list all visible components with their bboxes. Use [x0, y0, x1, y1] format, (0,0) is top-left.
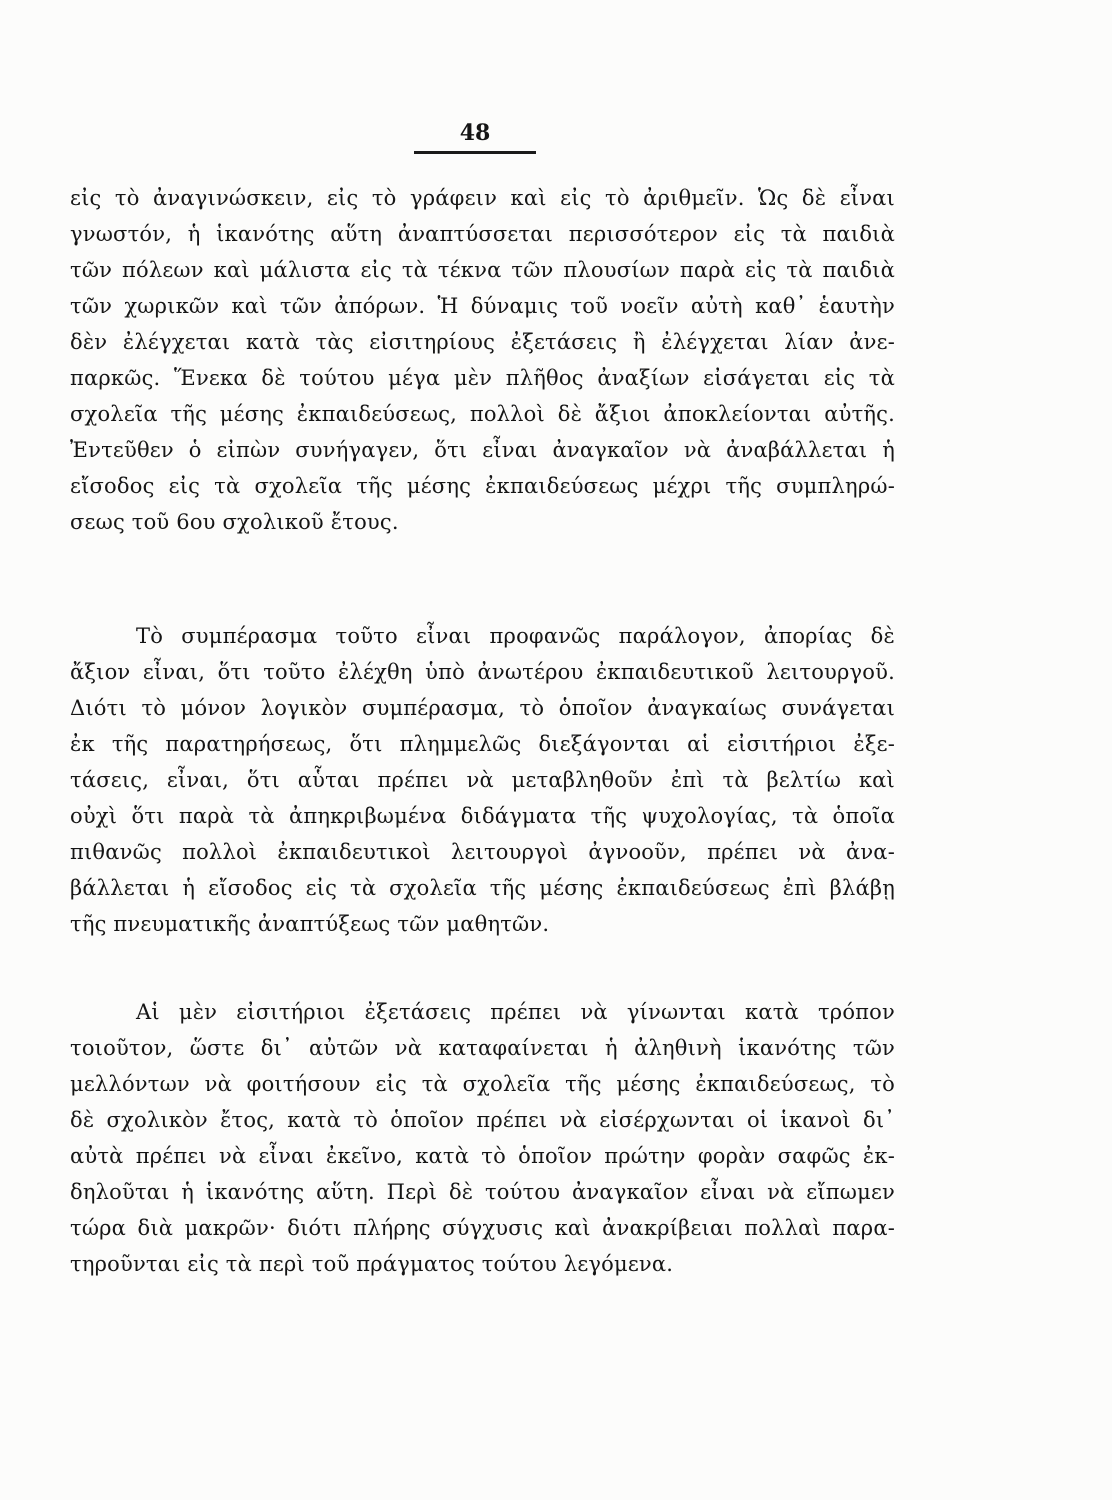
- text-line: ἄξιον εἶναι, ὅτι τοῦτο ἐλέχθη ὑπὸ ἀνωτέρου ἐκπαιδευτικοῦ λειτουργοῦ.: [70, 660, 895, 684]
- text-line: γνωστόν, ἡ ἱκανότης αὕτη ἀναπτύσσεται περισσότερον εἰς τὰ παιδιὰ: [70, 222, 895, 246]
- text-line: Ἐντεῦθεν ὁ εἰπὼν συνήγαγεν, ὅτι εἶναι ἀναγκαῖον νὰ ἀναβάλλεται ἡ: [70, 438, 895, 462]
- paragraph-3: [70, 994, 895, 1282]
- text-line: βάλλεται ἡ εἴσοδος εἰς τὰ σχολεῖα τῆς μέσης ἐκπαιδεύσεως ἐπὶ βλάβῃ: [70, 876, 895, 900]
- text-line: εἰς τὸ ἀναγινώσκειν, εἰς τὸ γράφειν καὶ εἰς τὸ ἀριθμεῖν. Ὡς δὲ εἶναι: [70, 186, 895, 210]
- paragraph-1: [70, 180, 895, 540]
- text-line: τώρα διὰ μακρῶν· διότι πλήρης σύγχυσις καὶ ἀνακρίβειαι πολλαὶ παρα-: [70, 1216, 895, 1240]
- text-line: Αἱ μὲν εἰσιτήριοι ἐξετάσεις πρέπει νὰ γίνωνται κατὰ τρόπον: [136, 1000, 895, 1024]
- page-number: 48: [459, 120, 491, 146]
- text-line: δὲν ἐλέγχεται κατὰ τὰς εἰσιτηρίους ἐξετάσεις ἢ ἐλέγχεται λίαν ἀνε-: [70, 330, 895, 354]
- text-line: τῆς πνευματικῆς ἀναπτύξεως τῶν μαθητῶν.: [70, 912, 550, 936]
- text-line: ἐκ τῆς παρατηρήσεως, ὅτι πλημμελῶς διεξάγονται αἱ εἰσιτήριοι ἐξε-: [70, 732, 895, 756]
- text-line: δηλοῦται ἡ ἱκανότης αὕτη. Περὶ δὲ τούτου ἀναγκαῖον εἶναι νὰ εἴπωμεν: [70, 1180, 895, 1204]
- text-line: μελλόντων νὰ φοιτήσουν εἰς τὰ σχολεῖα τῆς μέσης ἐκπαιδεύσεως, τὸ: [70, 1072, 895, 1096]
- paragraph-2: [70, 618, 895, 942]
- text-line: τῶν πόλεων καὶ μάλιστα εἰς τὰ τέκνα τῶν πλουσίων παρὰ εἰς τὰ παιδιὰ: [70, 258, 895, 282]
- text-line: δὲ σχολικὸν ἔτος, κατὰ τὸ ὁποῖον πρέπει νὰ εἰσέρχωνται οἱ ἱκανοὶ δι᾽: [70, 1108, 895, 1132]
- text-line: Τὸ συμπέρασμα τοῦτο εἶναι προφανῶς παράλογον, ἀπορίας δὲ: [136, 624, 895, 648]
- text-line: παρκῶς. Ἕνεκα δὲ τούτου μέγα μὲν πλῆθος ἀναξίων εἰσάγεται εἰς τὰ: [70, 366, 895, 390]
- text-line: Διότι τὸ μόνον λογικὸν συμπέρασμα, τὸ ὁποῖον ἀναγκαίως συνάγεται: [70, 696, 895, 720]
- text-line: οὐχὶ ὅτι παρὰ τὰ ἀπηκριβωμένα διδάγματα τῆς ψυχολογίας, τὰ ὁποῖα: [70, 804, 895, 828]
- text-line: εἴσοδος εἰς τὰ σχολεῖα τῆς μέσης ἐκπαιδεύσεως μέχρι τῆς συμπληρώ-: [70, 474, 895, 498]
- text-line: σχολεῖα τῆς μέσης ἐκπαιδεύσεως, πολλοὶ δὲ ἄξιοι ἀποκλείονται αὐτῆς.: [70, 402, 895, 426]
- text-line: τοιοῦτον, ὥστε δι᾽ αὐτῶν νὰ καταφαίνεται ἡ ἀληθινὴ ἱκανότης τῶν: [70, 1036, 895, 1060]
- text-line: τάσεις, εἶναι, ὅτι αὗται πρέπει νὰ μεταβληθοῦν ἐπὶ τὰ βελτίω καὶ: [70, 768, 895, 792]
- text-line: σεως τοῦ 6ου σχολικοῦ ἔτους.: [70, 510, 399, 534]
- text-line: πιθανῶς πολλοὶ ἐκπαιδευτικοὶ λειτουργοὶ ἀγνοοῦν, πρέπει νὰ ἀνα-: [70, 840, 895, 864]
- page-number-rule: [414, 151, 536, 154]
- text-line: αὐτὰ πρέπει νὰ εἶναι ἐκεῖνο, κατὰ τὸ ὁποῖον πρώτην φορὰν σαφῶς ἐκ-: [70, 1144, 895, 1168]
- text-line: τηροῦνται εἰς τὰ περὶ τοῦ πράγματος τούτου λεγόμενα.: [70, 1252, 674, 1276]
- text-line: τῶν χωρικῶν καὶ τῶν ἀπόρων. Ἡ δύναμις τοῦ νοεῖν αὐτὴ καθ᾽ ἑαυτὴν: [70, 294, 895, 318]
